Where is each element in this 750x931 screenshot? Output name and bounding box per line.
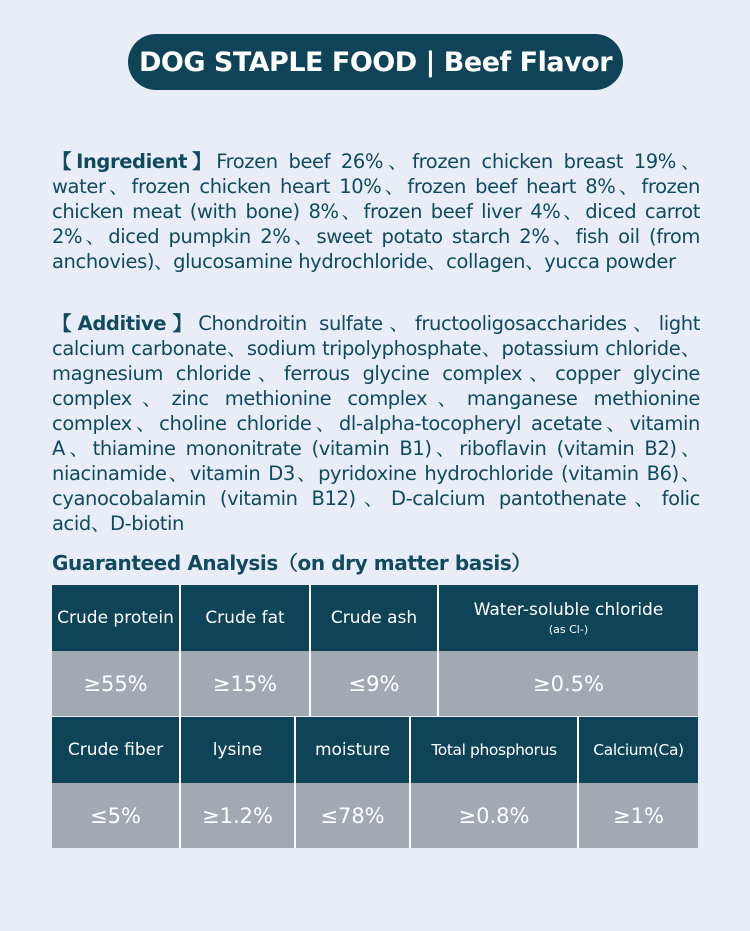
- header-crude-fat: Crude fat: [181, 585, 311, 651]
- value-crude-protein: ≥55%: [52, 651, 181, 716]
- guaranteed-analysis-title: Guaranteed Analysis（on dry matter basis）: [52, 551, 531, 575]
- header-moisture: moisture: [296, 717, 411, 783]
- analysis-header-row-1: [52, 585, 698, 651]
- value-total-phosphorus: ≥0.8%: [411, 783, 579, 848]
- header-calcium: Calcium(Ca): [579, 717, 698, 783]
- value-moisture: ≤78%: [296, 783, 411, 848]
- additive-section: [52, 311, 700, 536]
- value-crude-ash: ≤9%: [311, 651, 439, 716]
- value-crude-fiber: ≤5%: [52, 783, 181, 848]
- additive-text: Chondroitin sulfate、fructooligosaccharides、light calcium carbonate、sodium tripolyphosphate、potassium chloride、magnesium chloride、ferrous glycine complex、copper glycine complex、zinc methionine complex、manganese methionine complex、choline chloride、dl-alpha-tocopheryl acetate、vitamin A、thiamine mononitrate (vitamin B1)、riboflavin (vitamin B2)、niacinamide、vitamin D3、pyridoxine hydrochloride (vitamin B6)、cyanocobalamin (vitamin B12)、D-calcium pantothenate、folic acid、D-biotin: [52, 312, 700, 535]
- header-water-soluble-chloride: Water-soluble chloride (as Cl-): [439, 585, 698, 651]
- value-crude-fat: ≥15%: [181, 651, 311, 716]
- value-lysine: ≥1.2%: [181, 783, 296, 848]
- analysis-value-row-1: [52, 651, 698, 716]
- page-title: DOG STAPLE FOOD | Beef Flavor: [128, 34, 623, 90]
- header-crude-ash: Crude ash: [311, 585, 439, 651]
- header-total-phosphorus: Total phosphorus: [411, 717, 579, 783]
- ingredient-label: 【Ingredient】: [52, 150, 217, 173]
- header-crude-protein: Crude protein: [52, 585, 181, 651]
- analysis-header-row-2: [52, 717, 698, 783]
- header-chloride-subtext: (as Cl-): [548, 623, 589, 636]
- ingredient-text: Frozen beef 26%、frozen chicken breast 19%、water、frozen chicken heart 10%、frozen beef heart 8%、frozen chicken meat (with bone) 8%、frozen beef liver 4%、diced carrot 2%、diced pumpkin 2%、sweet potato starch 2%、fish oil (from anchovies)、glucosamine hydrochloride、collagen、yucca powder: [52, 150, 700, 273]
- header-crude-fiber: Crude fiber: [52, 717, 181, 783]
- analysis-value-row-2: [52, 783, 698, 848]
- value-calcium: ≥1%: [579, 783, 698, 848]
- additive-label: 【Additive】: [52, 312, 199, 335]
- value-water-soluble-chloride: ≥0.5%: [439, 651, 698, 716]
- ingredient-section: [52, 149, 700, 274]
- header-lysine: lysine: [181, 717, 296, 783]
